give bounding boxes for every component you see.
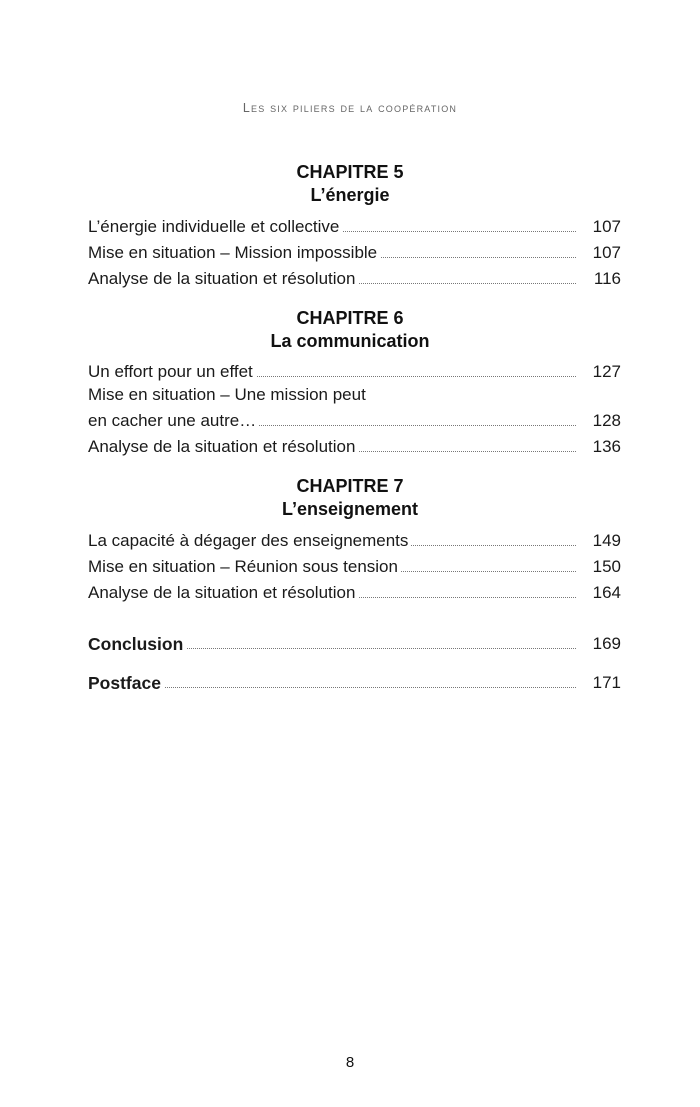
toc-entry[interactable] [88,526,621,552]
toc-entry-text: Mise en situation – Mission impossible [88,242,380,264]
toc-entry[interactable] [88,238,621,264]
toc-entry-page: 150 [592,557,621,576]
toc-entry-page: 107 [592,217,621,236]
toc-entry-page: 169 [592,634,621,653]
toc-entry-page: 107 [592,243,621,262]
toc-entry-postface[interactable] [88,668,621,694]
chapter-title: La communication [270,331,430,351]
toc-entry-conclusion[interactable] [88,629,621,655]
chapter-label: CHAPITRE 6 [296,308,404,328]
chapter-title: L’énergie [310,185,390,205]
toc-entry-text: en cacher une autre… [88,410,259,432]
toc-entry[interactable] [88,552,621,578]
toc-entry-text: Un effort pour un effet [88,361,256,383]
toc-entry-text: Analyse de la situation et résolution [88,268,358,290]
toc-entry-text: Analyse de la situation et résolution [88,436,358,458]
toc-entry-text: L’énergie individuelle et collective [88,216,342,238]
toc-entry-text: Conclusion [88,633,186,655]
chapter-label: CHAPITRE 5 [296,162,404,182]
toc-entry[interactable] [88,578,621,604]
toc-entry-page: 127 [592,362,621,381]
page-number: 8 [345,1054,355,1071]
toc-entry[interactable] [88,264,621,290]
toc-entry[interactable] [88,406,621,432]
toc-entry-page: 149 [592,531,621,550]
running-header: Les six piliers de la coopération [242,101,458,115]
chapter-title: L’enseignement [281,499,419,519]
toc-entry-page: 116 [593,269,621,288]
chapter-7-heading [0,475,700,521]
chapter-5-heading [0,161,700,207]
chapter-label: CHAPITRE 7 [296,476,404,496]
toc-entry-page: 171 [592,673,621,692]
toc-entry-page: 164 [592,583,621,602]
toc-entry[interactable] [88,357,621,383]
toc-entry[interactable] [88,212,621,238]
toc-entry-page: 136 [592,437,621,456]
toc-entry-text-line1[interactable]: Mise en situation – Une mission peut [88,385,366,404]
toc-entry-text: Postface [88,672,164,694]
toc-entry-text: La capacité à dégager des enseignements [88,530,411,552]
toc-entry-text: Analyse de la situation et résolution [88,582,358,604]
toc-entry-text: Mise en situation – Réunion sous tension [88,556,401,578]
toc-entry[interactable] [88,432,621,458]
chapter-6-heading [0,307,700,353]
toc-entry-page: 128 [592,411,621,430]
